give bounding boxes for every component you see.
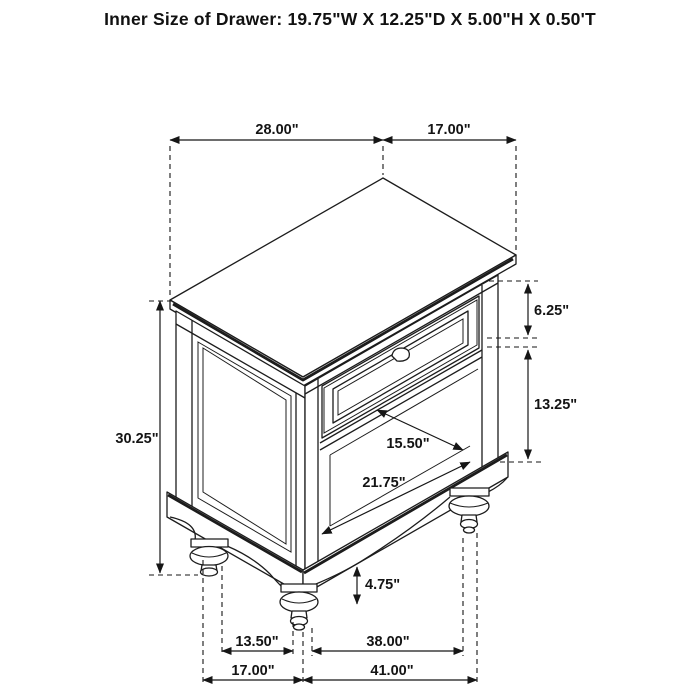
dim-label-opening-height: 13.25" — [534, 397, 578, 413]
dim-label-legs-depth-inner: 13.50" — [235, 634, 279, 650]
dim-label-legs-width-inner: 38.00" — [366, 634, 410, 650]
drawer-handle — [392, 348, 409, 361]
dim-label-drawer-height: 6.25" — [534, 303, 570, 319]
dim-label-leg-height: 4.75" — [365, 577, 401, 593]
dim-label-legs-width-outer: 41.00" — [370, 663, 414, 679]
page-title: Inner Size of Drawer: 19.75"W X 12.25"D X 5.00"H X 0.50'T — [104, 9, 596, 29]
right-leg — [449, 488, 489, 533]
front-leg — [280, 584, 318, 630]
dim-label-shelf-depth: 15.50" — [386, 436, 430, 452]
dim-label-shelf-width: 21.75" — [362, 475, 406, 491]
dim-label-top-width: 28.00" — [255, 122, 299, 138]
furniture-illustration — [167, 178, 516, 630]
dim-label-overall-height: 30.25" — [115, 431, 159, 447]
dim-label-top-depth: 17.00" — [427, 122, 471, 138]
dim-label-legs-depth-outer: 17.00" — [231, 663, 275, 679]
